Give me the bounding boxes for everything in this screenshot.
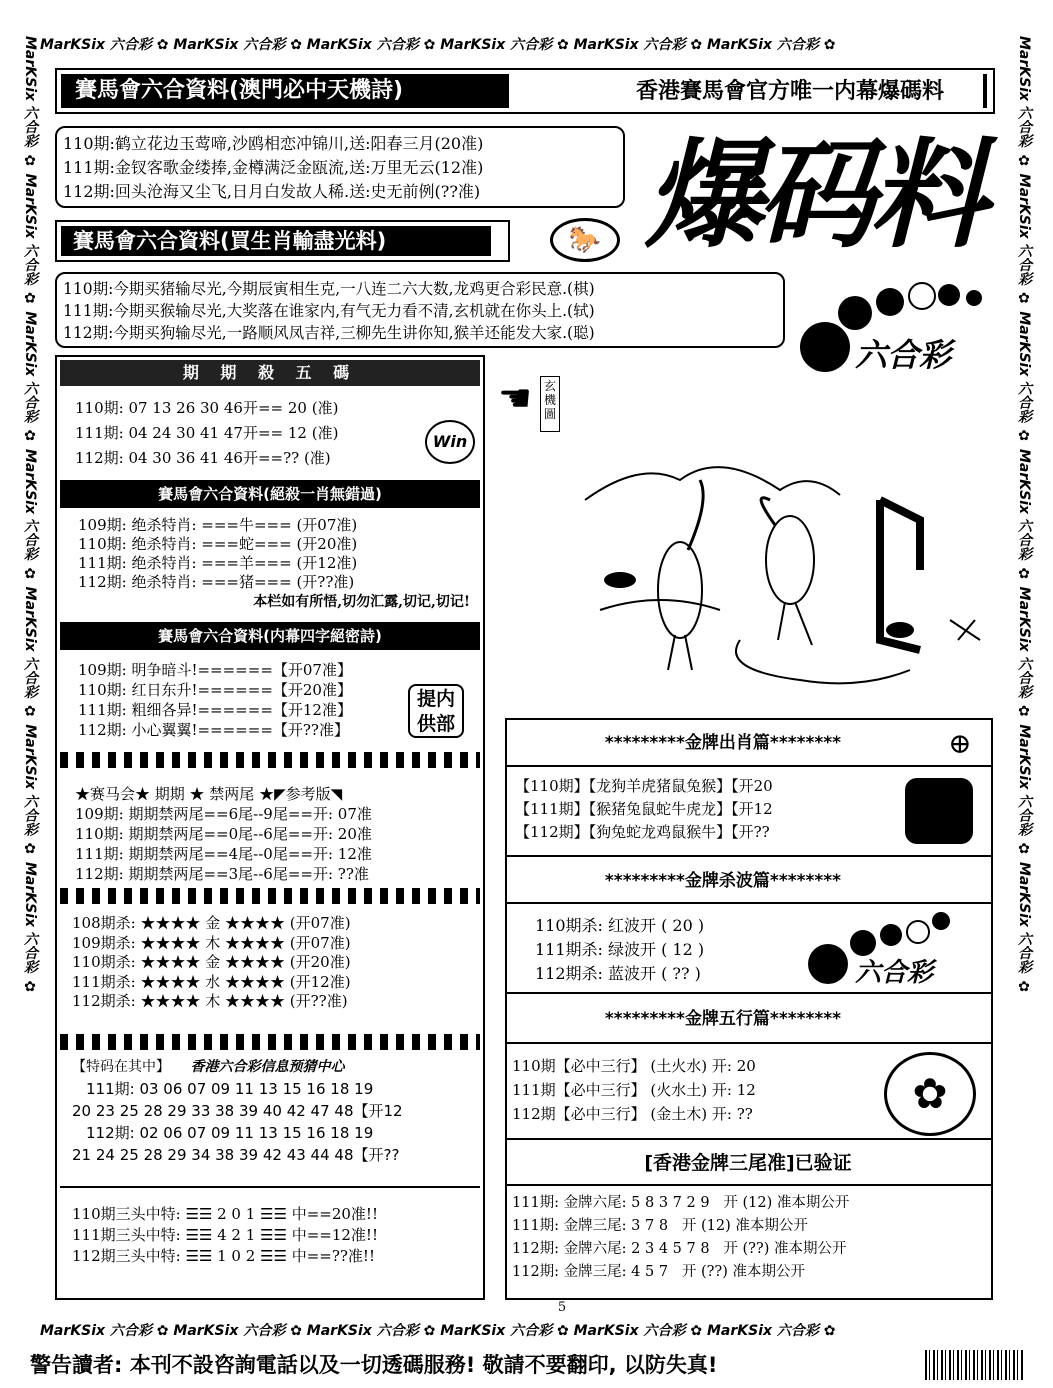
three-heads-row: 110期三头中特: ☰☰ 2 0 1 ☰☰ 中==20准!! <box>72 1205 378 1223</box>
gold-tail-row: 111期: 金牌三尾: 3 7 8 开 (12) 准本期公开 <box>512 1218 808 1234</box>
four-char-title: 賽馬會六合資料(内幕四字絕密詩) <box>60 622 480 650</box>
divider-line <box>507 855 991 857</box>
kill5-row: 110期: 07 13 26 30 46开== 20 (准) <box>75 399 339 417</box>
gold-zodiac-row: 【111期】【猴猪兔鼠蛇牛虎龙】【开12 <box>515 800 773 818</box>
barcode-icon <box>925 1350 1025 1380</box>
decor-dot <box>966 290 982 306</box>
bauhinia-emblem-icon: ✿ <box>884 1052 976 1136</box>
horse-logo-icon: 🐎 <box>550 218 620 262</box>
gold-tail-rows <box>512 1192 990 1288</box>
lose-box <box>55 272 785 348</box>
divider-line <box>507 1184 991 1186</box>
decor-dot <box>938 284 960 306</box>
poem-line: 111期:金钗客歌金缕捧,金樽满泛金瓯流,送:万里无云(12准) <box>63 158 484 177</box>
crane-illustration <box>580 440 1000 700</box>
stars-block <box>72 914 472 1014</box>
gold-zodiac-title: *********金牌出肖篇******** <box>604 733 842 753</box>
win-logo-icon: Win <box>425 420 475 464</box>
lose-line: 112期:今期买狗输尽光,一路顺风凤吉祥,三柳先生讲你知,猴羊还能发大家.(聪) <box>63 324 595 342</box>
kill5-title: 期 期 殺 五 碼 <box>60 360 480 386</box>
decor-dot <box>838 296 872 330</box>
special-row: 112期: 02 06 07 09 11 13 15 16 18 19 <box>86 1124 374 1142</box>
internal-stamp: 提内供部 <box>408 684 464 738</box>
sub-header-bar <box>55 220 510 262</box>
decor-dot <box>808 944 848 984</box>
gold-five-title: *********金牌五行篇******** <box>604 1009 842 1029</box>
lose-line: 111期:今期买猴输尽光,大奖落在谁家内,有气无力看不清,玄机就在你头上.(轼) <box>63 302 595 320</box>
four-char-row: 110期: 红日东升!======【开20准】 <box>78 681 352 699</box>
liuhecai-label: 六合彩 <box>855 336 952 374</box>
four-char-row: 111期: 粗细各异!======【开12准】 <box>78 701 352 719</box>
sub-header-title: 賽馬會六合資料(買生肖輸盡光料) <box>61 226 491 256</box>
bottom-border-strip: MarKSix 六合彩 ✿ MarKSix 六合彩 ✿ MarKSix 六合彩 ✿ MarKSix 六合彩 ✿ MarKSix 六合彩 ✿ MarKSix 六合彩 ✿ <box>40 1323 836 1339</box>
divider-line <box>507 902 991 904</box>
gold-wave-row: 111期杀: 绿波开 ( 12 ) <box>535 940 705 959</box>
decor-dot <box>800 322 850 372</box>
special-block <box>72 1056 482 1166</box>
lose-line: 110期:今期买猪输尽光,今期辰寅相生克,一八连二六大数,龙鸡更合彩民意.(棋) <box>63 280 595 298</box>
four-char-rows <box>78 660 408 740</box>
gold-tail-row: 112期: 金牌三尾: 4 5 7 开 (??) 准本期公开 <box>512 1264 805 1280</box>
gold-zodiac-row: 【110期】【龙狗羊虎猪鼠兔猴】【开20 <box>515 777 773 795</box>
decor-dot <box>906 920 930 944</box>
ban-tails-row: 111期: 期期禁两尾==4尾--0尾==开: 12准 <box>75 845 372 863</box>
wave-divider <box>60 752 480 768</box>
gold-zodiac-rows <box>515 775 895 845</box>
poem-box <box>55 126 625 208</box>
kill-zodiac-note: 本栏如有所悟,切勿汇露,切记,切记! <box>253 594 470 610</box>
four-char-row: 112期: 小心翼翼!======【开??准】 <box>78 721 349 739</box>
gold-five-row: 110期【必中三行】 (土火水) 开: 20 <box>512 1057 756 1075</box>
right-border-strip: MarKSix 六合彩 ✿ MarKSix 六合彩 ✿ MarKSix 六合彩 ✿ MarKSix 六合彩 ✿ MarKSix 六合彩 ✿ MarKSix 六合彩 ✿ MarKSix 六合彩 ✿ <box>1016 36 1032 995</box>
gold-wave-row: 112期杀: 蓝波开 ( ?? ) <box>535 964 701 983</box>
gold-tail-row: 111期: 金牌六尾: 5 8 3 7 2 9 开 (12) 准本期公开 <box>512 1195 850 1211</box>
decor-dot <box>932 912 950 930</box>
gold-wave-row: 110期杀: 红波开 ( 20 ) <box>535 916 705 935</box>
divider-line <box>507 992 991 994</box>
three-heads-row: 112期三头中特: ☰☰ 1 0 2 ☰☰ 中==??准!! <box>72 1247 375 1265</box>
four-char-row: 109期: 明争暗斗!======【开07准】 <box>78 661 352 679</box>
ban-tails-row: 110期: 期期禁两尾==0尾--6尾==开: 20准 <box>75 825 372 843</box>
left-border-strip: MarKSix 六合彩 ✿ MarKSix 六合彩 ✿ MarKSix 六合彩 ✿ MarKSix 六合彩 ✿ MarKSix 六合彩 ✿ MarKSix 六合彩 ✿ MarKSix 六合彩 ✿ <box>22 36 38 995</box>
kill-zodiac-row: 111期: 绝杀特肖: ===羊=== (开12准) <box>78 554 358 572</box>
ban-tails-title: ★赛马会★ 期期 ★ 禁两尾 ★◤参考版◥ <box>75 785 343 803</box>
kill-zodiac-row: 112期: 绝杀特肖: ===猪=== (开??准) <box>78 573 355 591</box>
top-border-strip: MarKSix 六合彩 ✿ MarKSix 六合彩 ✿ MarKSix 六合彩 ✿ MarKSix 六合彩 ✿ MarKSix 六合彩 ✿ MarKSix 六合彩 ✿ <box>40 37 836 53</box>
gold-tail-title: [香港金牌三尾准]已验证 <box>644 1152 852 1174</box>
divider-line <box>507 1042 991 1044</box>
special-row: 111期: 03 06 07 09 11 13 15 16 18 19 <box>86 1080 374 1098</box>
divider-line <box>507 1138 991 1140</box>
kill5-row: 112期: 04 30 36 41 46开==?? (准) <box>75 449 331 467</box>
stars-row: 111期杀: ★★★★ 水 ★★★★ (开12准) <box>72 972 351 991</box>
poem-line: 110期:鹤立花边玉莺啼,沙鸥相恋冲锦川,送:阳春三月(20准) <box>63 134 484 153</box>
header-bar <box>55 68 995 114</box>
liuhecai-label: 六合彩 <box>855 958 934 988</box>
divider-line <box>507 765 991 767</box>
header-right-title: 香港賽馬會官方唯一内幕爆碼料 <box>597 74 987 108</box>
wave-divider <box>60 888 480 904</box>
footer-warning: 警告讀者: 本刊不設咨詢電話以及一切透碼服務! 敬請不要翻印, 以防失真! <box>30 1353 718 1377</box>
poem-line: 112期:回头沧海又尘飞,日月白发故人稀.送:史无前例(??准) <box>63 182 481 201</box>
main-title: 爆码料 <box>645 125 982 264</box>
kill-zodiac-title: 賽馬會六合資料(絕殺一肖無錯過) <box>60 480 480 508</box>
stars-row: 109期杀: ★★★★ 木 ★★★★ (开07准) <box>72 933 351 952</box>
decor-dot <box>908 282 936 310</box>
three-heads-row: 111期三头中特: ☰☰ 4 2 1 ☰☰ 中==12准!! <box>72 1226 378 1244</box>
xuanji-tag: 玄機圖 <box>540 376 560 432</box>
gold-wave-title: *********金牌杀波篇******** <box>604 871 842 891</box>
header-left-title: 賽馬會六合資料(澳門必中天機詩) <box>61 74 509 108</box>
stars-row: 108期杀: ★★★★ 金 ★★★★ (开07准) <box>72 914 351 932</box>
stars-row: 110期杀: ★★★★ 金 ★★★★ (开20准) <box>72 953 351 971</box>
ban-tails-row: 109期: 期期禁两尾==6尾--9尾==开: 07准 <box>75 805 372 823</box>
decor-dot <box>880 924 902 946</box>
gold-tail-row: 112期: 金牌六尾: 2 3 4 5 7 8 开 (??) 准本期公开 <box>512 1241 847 1257</box>
special-center: 香港六合彩信息预猜中心 <box>190 1059 345 1075</box>
gold-five-row: 111期【必中三行】 (火水土) 开: 12 <box>512 1081 756 1099</box>
kill5-rows <box>75 396 435 471</box>
seal-icon: ⊕ <box>948 727 972 760</box>
special-label: 【特码在其中】 <box>72 1059 170 1075</box>
portrait-icon <box>905 778 973 844</box>
wave-divider <box>60 1034 480 1050</box>
ban-tails-block <box>75 784 475 884</box>
kill-zodiac-row: 110期: 绝杀特肖: ===蛇=== (开20准) <box>78 535 358 553</box>
gold-zodiac-row: 【112期】【狗兔蛇龙鸡鼠猴牛】【开?? <box>515 823 770 841</box>
page-number: 5 <box>557 1300 567 1315</box>
kill5-row: 111期: 04 24 30 41 47开== 12 (准) <box>75 424 339 442</box>
kill-zodiac-rows <box>78 516 478 616</box>
stars-row: 112期杀: ★★★★ 木 ★★★★ (开??准) <box>72 992 348 1010</box>
ban-tails-row: 112期: 期期禁两尾==3尾--6尾==开: ??准 <box>75 865 369 883</box>
kill-zodiac-row: 109期: 绝杀特肖: ===牛=== (开07准) <box>78 516 358 534</box>
divider-line <box>60 1186 480 1188</box>
gold-wave-rows <box>535 914 795 986</box>
hand-icon: ☚ <box>498 376 533 420</box>
three-heads-block <box>72 1204 472 1274</box>
gold-five-row: 112期【必中三行】 (金土木) 开: ?? <box>512 1105 753 1123</box>
decor-dot <box>876 288 904 316</box>
gold-five-rows <box>512 1054 872 1130</box>
special-row: 21 24 25 28 29 34 38 39 42 43 44 48【开?? <box>72 1146 400 1164</box>
special-row: 20 23 25 28 29 33 38 39 40 42 47 48【开12 <box>72 1102 403 1120</box>
